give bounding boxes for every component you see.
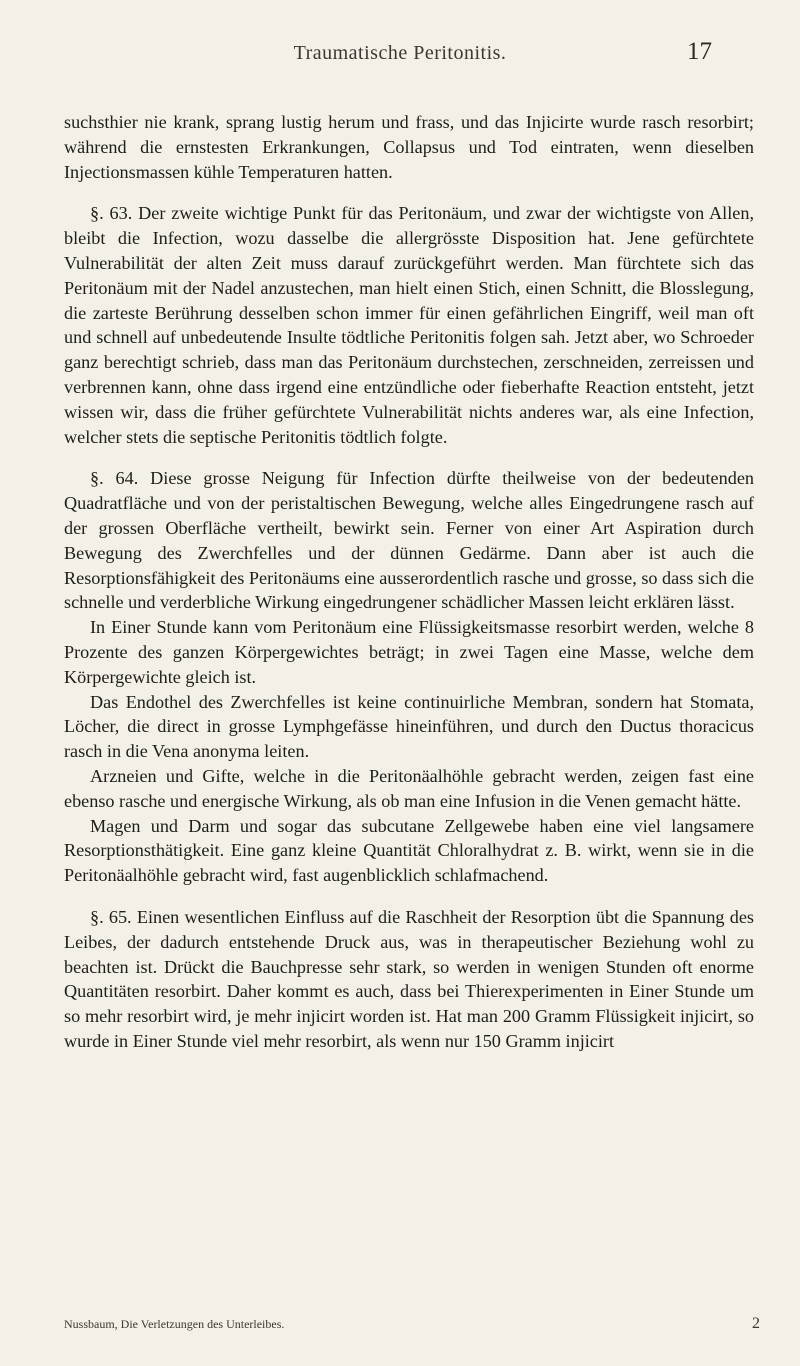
paragraph: In Einer Stunde kann vom Peritonäum eine Flüssigkeitsmasse resorbirt werden, welche 8 Prozente des ganzen Körpergewichtes beträgt; in zwei Tagen eine Masse, welche dem Körpergewichte gleich ist. bbox=[64, 617, 754, 687]
paragraph: Das Endothel des Zwerchfelles ist keine continuirliche Membran, sondern hat Stomata, Löcher, die direct in grosse Lymphgefässe hineinführen, und durch den Ductus thoracicus rasch in die Vena anonyma leiten. bbox=[64, 691, 754, 762]
paragraph: §. 65. Einen wesentlichen Einfluss auf die Raschheit der Resorption übt die Spannung des Leibes, der dadurch entstehende Druck aus, was in therapeutischer Beziehung wohl zu beachten ist. Drückt die Bauchpresse sehr stark, so werden in wenigen Stunden oft enorme Quantitäten resorbirt. Daher kommt es auch, dass bei Thierexperimenten in Einer Stunde um so mehr resorbirt wird, je mehr injicirt worden ist. Hat man 200 Gramm Flüssigkeit injicirt, so wurde in Einer Stunde viel mehr resorbirt, als wenn nur 150 Gramm injicirt bbox=[64, 906, 754, 1051]
paragraph: suchsthier nie krank, sprang lustig herum und frass, und das Injicirte wurde rasch resorbirt; während die ernstesten Erkrankungen, Collapsus und Tod eintraten, wenn dieselben Injectionsmassen kühle Temperaturen hatten. bbox=[64, 112, 754, 182]
body-text bbox=[64, 110, 754, 1054]
page-number: 17 bbox=[687, 38, 712, 65]
paragraph-gap bbox=[64, 449, 754, 466]
running-title: Traumatische Peritonitis. bbox=[293, 42, 507, 64]
paragraph: Arzneien und Gifte, welche in die Peritonäalhöhle gebracht werden, zeigen fast eine ebenso rasche und energische Wirkung, als ob man eine Infusion in die Venen gemacht hätte. bbox=[64, 765, 754, 811]
paragraph: §. 63. Der zweite wichtige Punkt für das Peritonäum, und zwar der wichtigste von Allen, bleibt die Infection, wozu dasselbe die allergrösste Disposition hat. Jene gefürchtete Vulnerabilität der alten Zeit muss darauf zurückgeführt werden. Man fürchtete sich das Peritonäum mit der Nadel anzustechen, man hielt einen Stich, einen Schnitt, die Blosslegung, die zarteste Berührung desselben schon immer für einen gefährlichen Eingriff, weil man oft und schnell auf unbedeutende Insulte tödtliche Peritonitis folgen sah. Jetzt aber, wo Schroeder ganz berechtigt schrieb, dass man das Peritonäum durchstechen, zerschneiden, zerreissen und verbrennen kann, ohne dass irgend eine entzündliche oder fieberhafte Reaction entsteht, jetzt wissen wir, dass die früher gefürchtete Vulnerabilität nichts anderes war, als eine Infection, welcher stets die septische Peritonitis tödtlich folgte. bbox=[64, 203, 754, 447]
paragraph-gap bbox=[64, 888, 754, 905]
paragraph: §. 64. Diese grosse Neigung für Infection dürfte theilweise von der bedeutenden Quadratfläche und von der peristaltischen Bewegung, welche alles Eingedrungene rasch auf der grossen Oberfläche vertheilt, bewirkt sein. Ferner von einer Art Aspiration durch Bewegung des Zwerchfelles und der dünnen Gedärme. Dann aber ist auch die Resorptionsfähigkeit des Peritonäums eine ausserordentlich rasche und grosse, so dass sich die schnelle und verderbliche Wirkung eingedrungener schädlicher Massen leicht erklären lässt. bbox=[64, 468, 754, 613]
footer-citation: Nussbaum, Die Verletzungen des Unterleibes. bbox=[64, 1317, 285, 1331]
signature-mark: 2 bbox=[752, 1315, 760, 1332]
paragraph-gap bbox=[64, 184, 754, 201]
paragraph: Magen und Darm und sogar das subcutane Zellgewebe haben eine viel langsamere Resorptionsthätigkeit. Eine ganz kleine Quantität Chloralhydrat z. B. wirkt, wenn sie in die Peritonäalhöhle gebracht wird, fast augenblicklich schlafmachend. bbox=[64, 815, 754, 886]
page-footer bbox=[64, 1315, 760, 1337]
page-header bbox=[0, 38, 800, 68]
